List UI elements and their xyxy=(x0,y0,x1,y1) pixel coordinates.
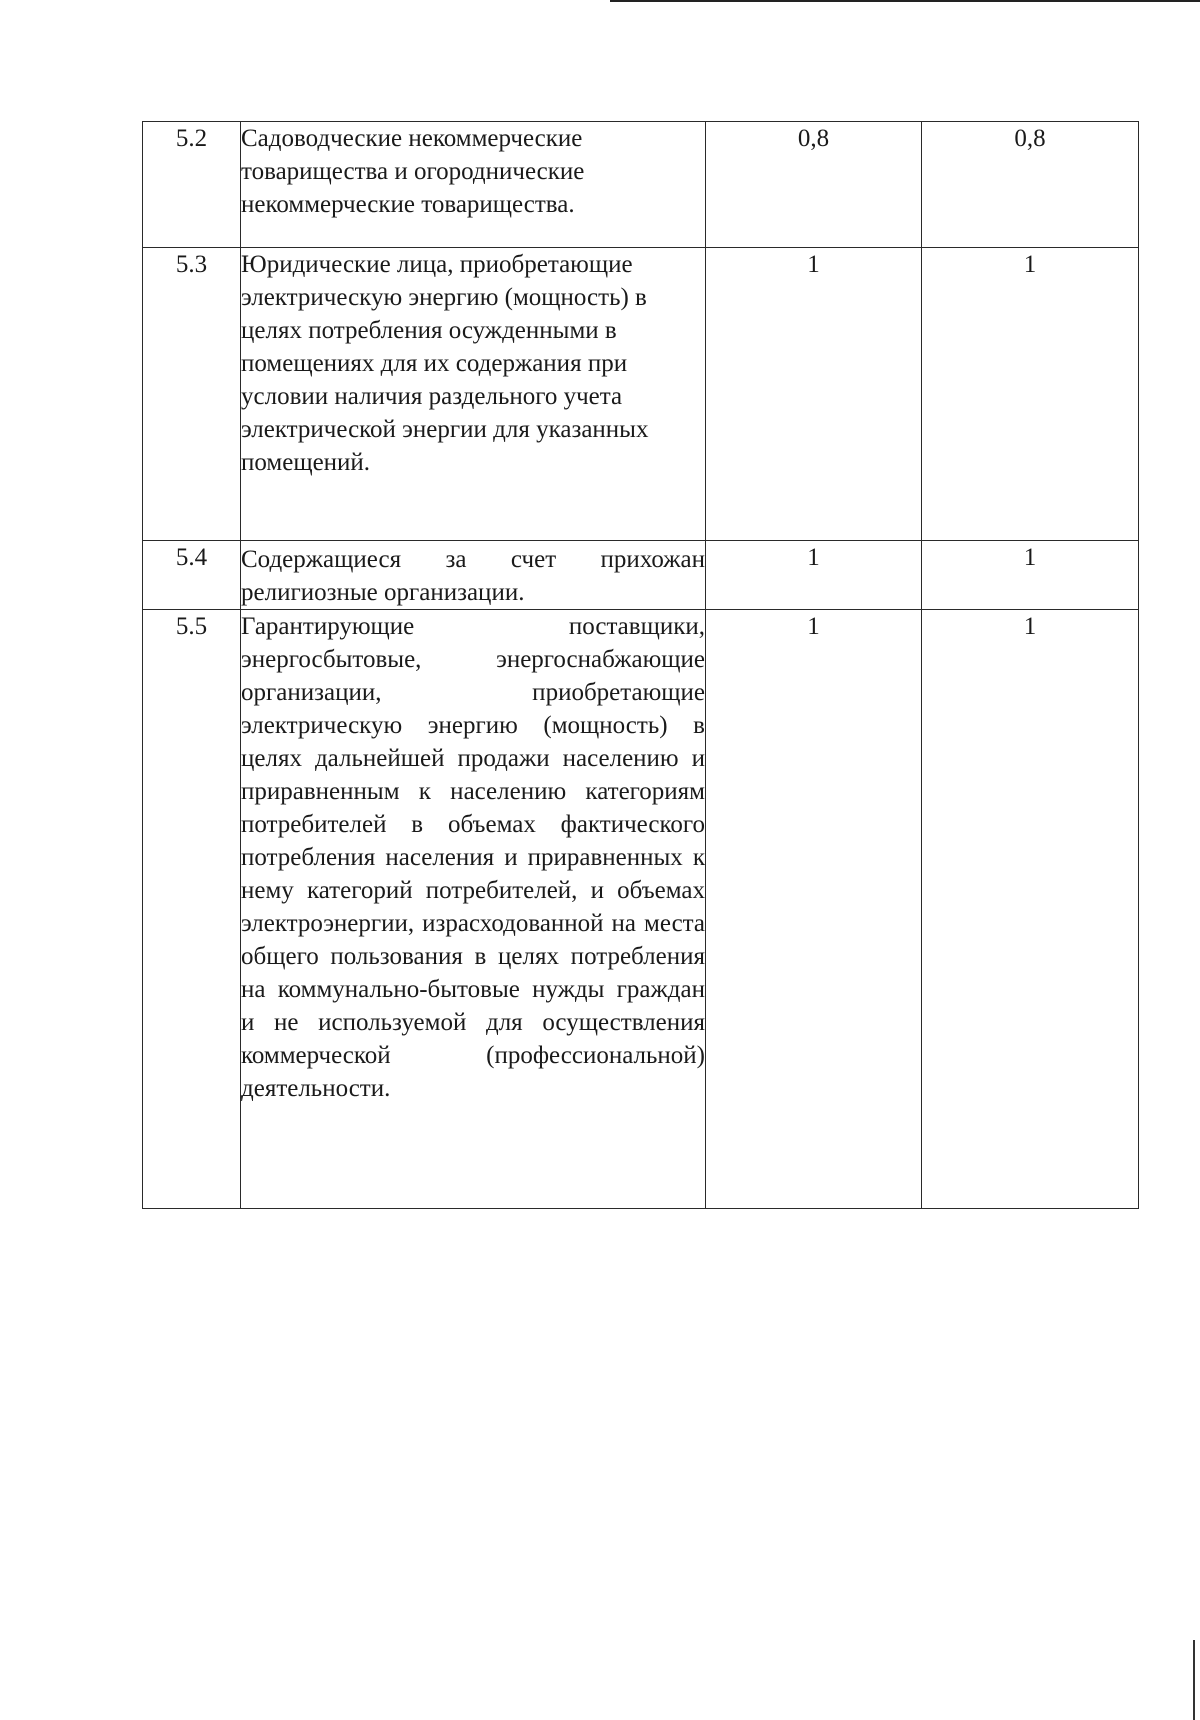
row-number: 5.4 xyxy=(143,541,241,610)
table-row xyxy=(143,248,1139,541)
row-description: Садоводческие некоммерческие товарищества и огороднические некоммерческие товарищества. xyxy=(241,122,706,248)
row-description: Юридические лица, приобретающие электрическую энергию (мощность) в целях потребления осужденными в помещениях для их содержания при условии наличия раздельного учета электрической энергии для указанных помещений. xyxy=(241,248,706,541)
row-number: 5.2 xyxy=(143,122,241,248)
coefficient-table xyxy=(142,121,1139,1209)
table-row xyxy=(143,610,1139,1209)
table-row xyxy=(143,122,1139,248)
row-number: 5.3 xyxy=(143,248,241,541)
row-value-2: 1 xyxy=(922,541,1139,610)
row-value-2: 1 xyxy=(922,248,1139,541)
row-value-2: 1 xyxy=(922,610,1139,1209)
row-value-1: 1 xyxy=(706,248,922,541)
row-value-1: 1 xyxy=(706,610,922,1209)
row-number: 5.5 xyxy=(143,610,241,1209)
row-description: Гарантирующие поставщики, энергосбытовые, энергоснабжающие организации, приобретающие электрическую энергию (мощность) в целях дальнейшей продажи населению и приравненным к населению категориям потребителей в объемах фактического потребления населения и приравненных к нему категорий потребителей, и объемах электроэнергии, израсходованной на места общего пользования в целях потребления на коммунально-бытовые нужды граждан и не используемой для осуществления коммерческой (профессиональной) деятельности. xyxy=(241,610,706,1209)
row-value-2: 0,8 xyxy=(922,122,1139,248)
row-value-1: 0,8 xyxy=(706,122,922,248)
page-edge-mark xyxy=(1193,1640,1195,1720)
top-border-line xyxy=(610,0,1200,2)
row-value-1: 1 xyxy=(706,541,922,610)
row-description: Содержащиеся за счет прихожан религиозные организации. xyxy=(241,541,706,610)
table-row xyxy=(143,541,1139,610)
